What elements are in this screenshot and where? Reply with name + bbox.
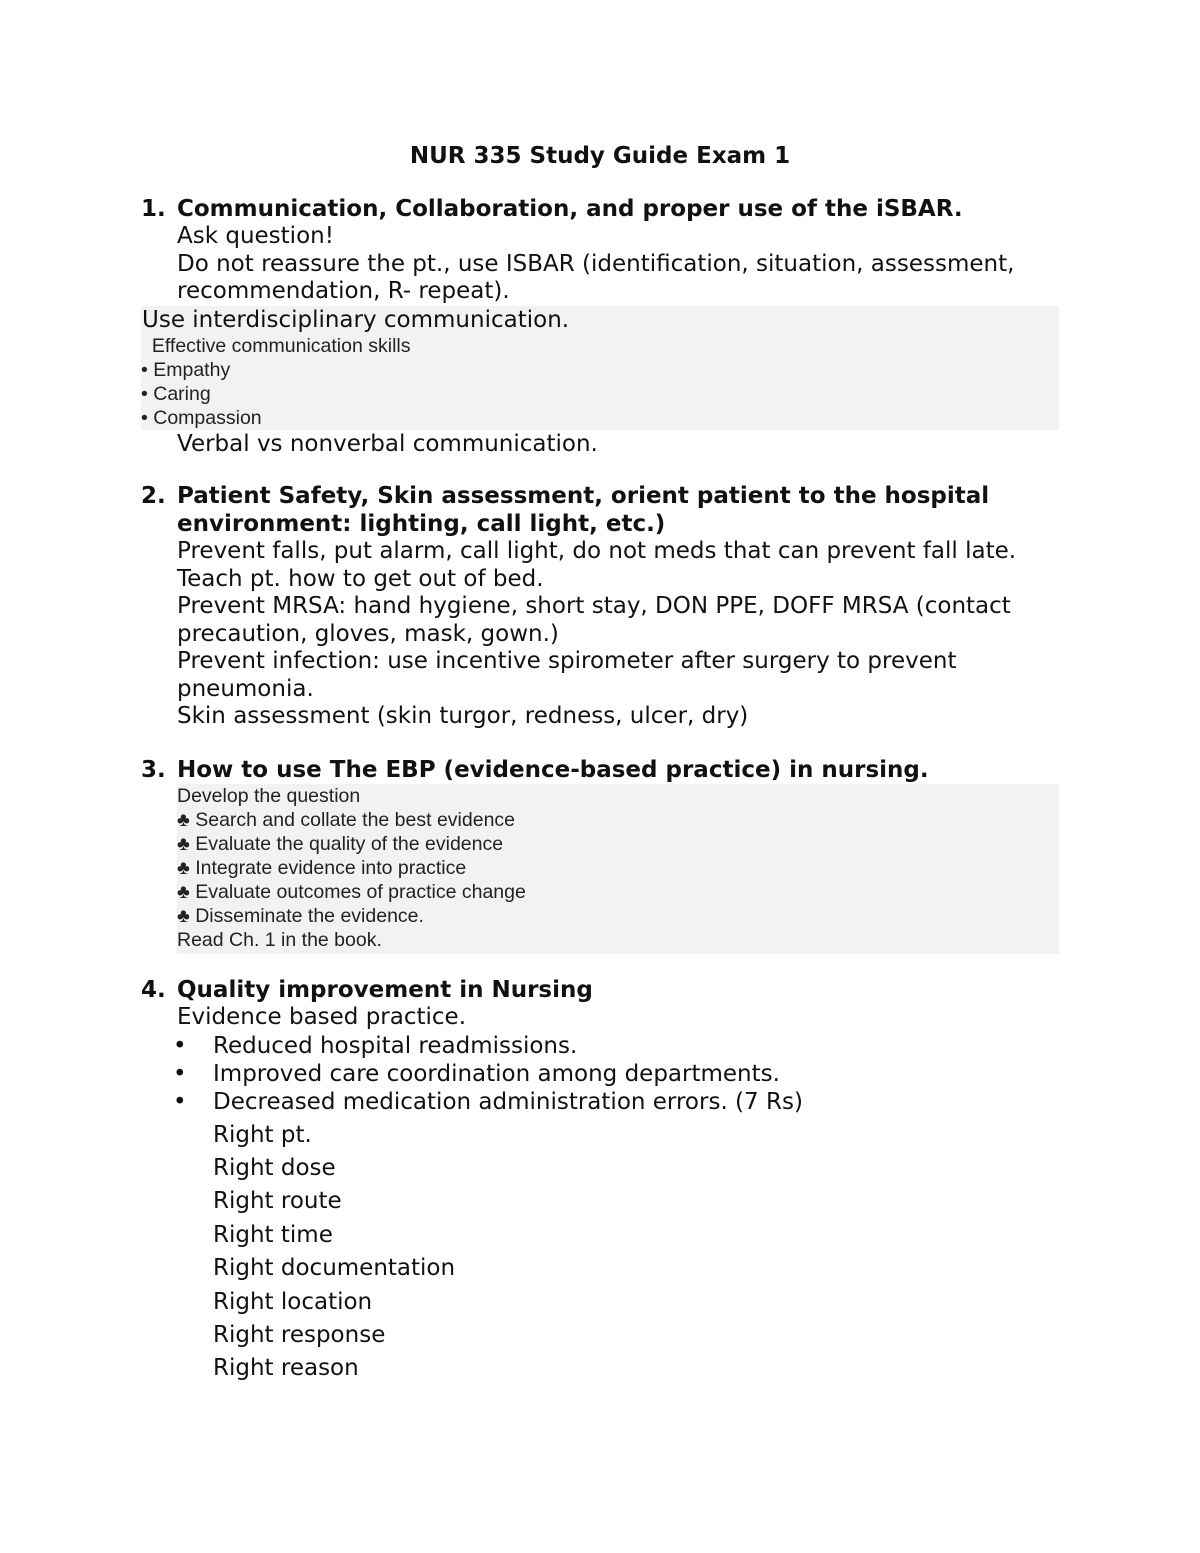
shaded-block xyxy=(141,306,1059,430)
text-line: Prevent falls, put alarm, call light, do not meds that can prevent fall late. xyxy=(177,538,1017,564)
section-heading-line: Patient Safety, Skin assessment, orient patient to the hospital xyxy=(177,483,990,509)
shaded-line: • Compassion xyxy=(141,406,262,429)
shaded-line: ♣ Disseminate the evidence. xyxy=(177,905,424,927)
rights-item: Right reason xyxy=(213,1355,359,1382)
shaded-line: ♣ Integrate evidence into practice xyxy=(177,857,467,879)
rights-item: Right route xyxy=(213,1188,342,1215)
rights-item: Right location xyxy=(213,1288,373,1315)
shaded-line: ♣ Evaluate outcomes of practice change xyxy=(177,881,526,903)
list-item xyxy=(141,1088,1071,1116)
shaded-line: ♣ Search and collate the best evidence xyxy=(177,809,516,831)
text-line: Prevent MRSA: hand hygiene, short stay, DON PPE, DOFF MRSA (contact xyxy=(177,593,1011,619)
section-heading xyxy=(141,195,1071,223)
section-heading-text: How to use The EBP (evidence-based practice) in nursing. xyxy=(177,757,929,783)
shaded-line: • Empathy xyxy=(141,358,231,381)
text-line: Skin assessment (skin turgor, redness, ulcer, dry) xyxy=(177,703,749,729)
shaded-line: Effective communication skills xyxy=(141,334,411,357)
section-number: 4. xyxy=(141,977,166,1003)
section-heading-line: environment: lighting, call light, etc.) xyxy=(177,511,666,537)
bullet-icon: • xyxy=(173,1088,187,1115)
list-item-text: Reduced hospital readmissions. xyxy=(213,1032,578,1059)
shaded-line: Develop the question xyxy=(177,785,361,807)
section-heading xyxy=(141,756,1071,784)
document-title: NUR 335 Study Guide Exam 1 xyxy=(409,143,791,169)
shaded-line: Read Ch. 1 in the book. xyxy=(177,929,382,951)
text-line: Verbal vs nonverbal communication. xyxy=(177,430,598,457)
rights-item: Right dose xyxy=(213,1154,336,1181)
shaded-line: ♣ Evaluate the quality of the evidence xyxy=(177,833,504,855)
section-number: 1. xyxy=(141,196,166,222)
text-line: recommendation, R- repeat). xyxy=(177,278,510,304)
section-number: 2. xyxy=(141,483,166,509)
text-line: Evidence based practice. xyxy=(177,1004,467,1030)
bullet-icon: • xyxy=(173,1060,187,1087)
section-1 xyxy=(141,195,1071,458)
text-line: Do not reassure the pt., use ISBAR (identification, situation, assessment, xyxy=(177,250,1015,277)
rights-item: Right response xyxy=(213,1321,386,1348)
rights-item: Right time xyxy=(213,1221,333,1248)
list-item xyxy=(141,1060,1071,1088)
section-heading-text: Quality improvement in Nursing xyxy=(177,977,593,1003)
text-line: pneumonia. xyxy=(177,675,314,702)
shaded-heading: Use interdisciplinary communication. xyxy=(142,306,570,333)
section-number: 3. xyxy=(141,757,166,783)
text-line: Prevent infection: use incentive spirometer after surgery to prevent xyxy=(177,648,957,674)
list-item xyxy=(141,1032,1071,1060)
list-item-text: Decreased medication administration errors. (7 Rs) xyxy=(213,1088,803,1115)
section-heading-text: Communication, Collaboration, and proper use of the iSBAR. xyxy=(177,196,963,222)
rights-item: Right pt. xyxy=(213,1121,312,1148)
bullet-icon: • xyxy=(173,1032,187,1059)
text-line: Teach pt. how to get out of bed. xyxy=(177,565,544,592)
list-item-text: Improved care coordination among departments. xyxy=(213,1060,780,1087)
text-line: precaution, gloves, mask, gown.) xyxy=(177,620,559,647)
rights-item: Right documentation xyxy=(213,1255,456,1282)
section-heading xyxy=(141,482,1071,538)
section-2 xyxy=(141,482,1071,731)
shaded-block xyxy=(177,784,1059,954)
text-line: Ask question! xyxy=(177,223,334,249)
section-heading xyxy=(141,976,1071,1004)
section-3 xyxy=(141,756,1071,954)
shaded-line: • Caring xyxy=(141,382,211,405)
section-4 xyxy=(141,976,1071,1386)
